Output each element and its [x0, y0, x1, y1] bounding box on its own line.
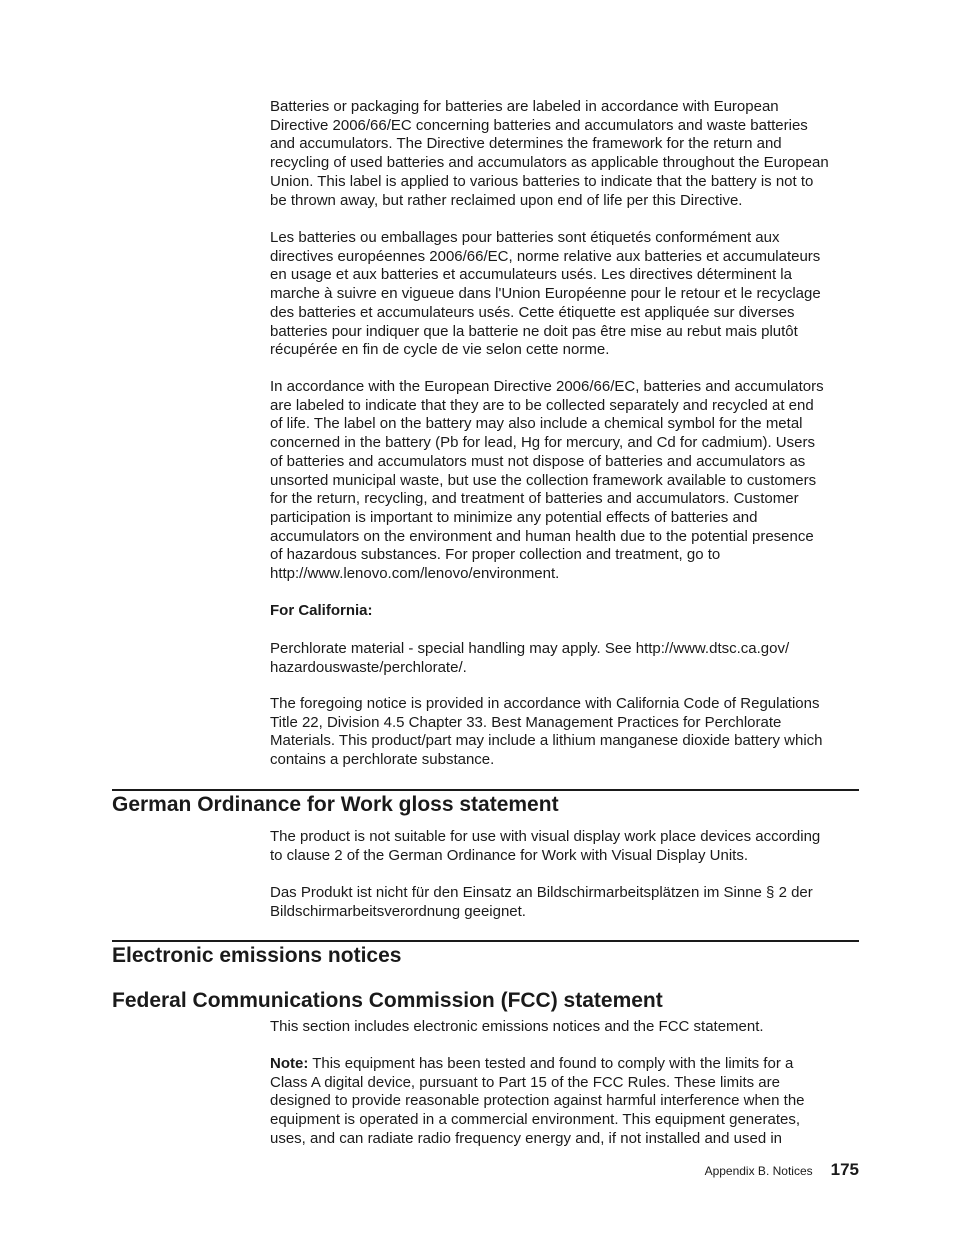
section-divider — [112, 940, 859, 942]
page-footer — [705, 1160, 859, 1180]
german-ordinance-heading: German Ordinance for Work gloss statement — [112, 793, 559, 816]
section-divider — [112, 789, 859, 791]
note-label: Note: — [270, 1055, 309, 1072]
california-regulation-paragraph: The foregoing notice is provided in accordance with California Code of Regulations Title 22, Division 4.5 Chapter 33. Best Management Practices for Perchlorate Materials. This product/part may include a lithium manganese dioxide battery which contains a perchlorate substance. — [270, 695, 823, 769]
page-number: 175 — [830, 1160, 859, 1179]
fcc-intro-paragraph: This section includes electronic emissions notices and the FCC statement. — [270, 1018, 764, 1035]
california-label: For California: — [270, 602, 373, 619]
electronic-emissions-heading: Electronic emissions notices — [112, 944, 402, 967]
battery-directive-french-paragraph: Les batteries ou emballages pour batteries sont étiquetés conformément aux directives européennes 2006/66/EC, norme relative aux batteries et accumulateurs en usage et aux batteries et accumulateurs usés. Les directives déterminent la marche à suivre en vigueue dans l'Union Européenne pour le retour et le recyclage des batteries et accumulateurs usés. Cette étiquette est appliquée sur diverses batteries pour indiquer que la batterie ne doit pas être mise au rebut mais plutôt récupérée en fin de cycle de vie selon cette norme. — [270, 229, 821, 359]
fcc-note-paragraph — [270, 1055, 862, 1149]
perchlorate-paragraph: Perchlorate material - special handling may apply. See http://www.dtsc.ca.gov/ hazardouswaste/perchlorate/. — [270, 640, 790, 676]
fcc-statement-heading: Federal Communications Commission (FCC) statement — [112, 989, 663, 1012]
german-ordinance-english-paragraph: The product is not suitable for use with visual display work place devices according to clause 2 of the German Ordinance for Work with Visual Display Units. — [270, 828, 821, 864]
battery-collection-paragraph: In accordance with the European Directive 2006/66/EC, batteries and accumulators are labeled to indicate that they are to be collected separately and recycled at end of life. The label on the battery may also include a chemical symbol for the metal concerned in the battery (Pb for lead, Hg for mercury, and Cd for cadmium). Users of batteries and accumulators must not dispose of batteries and accumulators as unsorted municipal waste, but use the collection framework available to customers for the return, recycling, and treatment of batteries and accumulators. Customer participation is important to minimize any potential effects of batteries and accumulators on the environment and human health due to the potential presence of hazardous substances. For proper collection and treatment, go to http://www.lenovo.com/lenovo/environment. — [270, 378, 824, 583]
footer-section-label: Appendix B. Notices — [704, 1164, 813, 1178]
note-text: This equipment has been tested and found to comply with the limits for a Class A digital device, pursuant to Part 15 of the FCC Rules. These limits are designed to provide reasonable protection against harmful interference when the equipment is operated in a commercial environment. This equipment generates, uses, and can radiate radio frequency energy and, if not installed and used in — [270, 1055, 805, 1147]
battery-directive-paragraph: Batteries or packaging for batteries are labeled in accordance with European Directive 2006/66/EC concerning batteries and accumulators and waste batteries and accumulators. The Directive determines the framework for the return and recycling of used batteries and accumulators as applicable throughout the European Union. This label is applied to various batteries to indicate that the battery is not to be thrown away, but rather reclaimed upon end of life per this Directive. — [270, 98, 829, 209]
german-ordinance-german-paragraph: Das Produkt ist nicht für den Einsatz an Bildschirmarbeitsplätzen im Sinne § 2 der Bildschirmarbeitsverordnung geeignet. — [270, 884, 813, 920]
